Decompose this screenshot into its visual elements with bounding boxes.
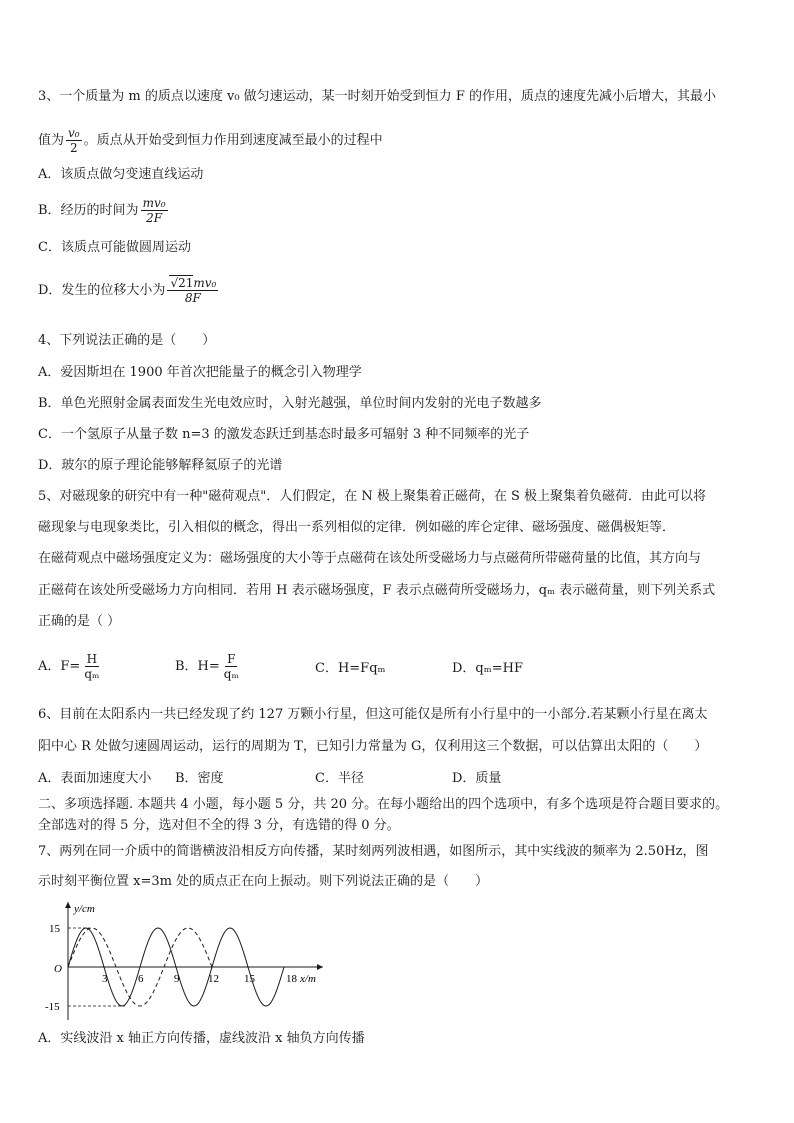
q6-stem-line1: 6、目前在太阳系内一共已经发现了约 127 万颗小行星，但这可能仅是所有小行星中的一小部分.若某颗小行星在离太	[38, 707, 708, 722]
q7-option-a: A．实线波沿 x 轴正方向传播，虚线波沿 x 轴负方向传播	[38, 1031, 365, 1046]
q5-option-c: C．H=Fqₘ	[315, 661, 386, 676]
x-tick-9: 9	[174, 973, 180, 985]
q3-min-speed-fraction: $\frac{\text{v₀}}{2}$	[68, 126, 80, 155]
wave-graph	[38, 898, 338, 1028]
q6-stem-line2: 阳中心 R 处做匀速圆周运动，运行的周期为 T，已知引力常量为 G，仅利用这三个数据，可以估算出太阳的（ ）	[38, 739, 708, 754]
q6-option-a: A．表面加速度大小	[38, 771, 152, 786]
q7-stem-line2: 示时刻平衡位置 x=3m 处的质点正在向上振动。则下列说法正确的是（ ）	[38, 874, 489, 889]
x-tick-3: 3	[102, 973, 108, 985]
x-tick-6: 6	[138, 973, 144, 985]
q3-option-b: B．经历的时间为 $\frac{\text{mv₀}}{2F}$	[38, 196, 166, 225]
section2-instructions-line2: 全部选对的得 5 分，选对但不全的得 3 分，有选错的得 0 分。	[38, 818, 400, 833]
y-tick-neg15: -15	[45, 1001, 60, 1013]
q5-stem-line3: 在磁荷观点中磁场强度定义为：磁场强度的大小等于点磁荷在该处所受磁场力与点磁荷所带磁荷量的比值，其方向与	[38, 551, 702, 566]
x-tick-15: 15	[244, 973, 255, 985]
q4-option-c: C．一个氢原子从量子数 n=3 的激发态跃迁到基态时最多可辐射 3 种不同频率的光子	[38, 427, 530, 442]
x-axis-label: x/m	[300, 973, 316, 985]
q5-option-a: A．F= $\frac{H}{\text{qₘ}}$	[38, 652, 100, 681]
section2-instructions-line1: 二、多项选择题. 本题共 4 小题，每小题 5 分，共 20 分。在每小题给出的四个选项中，有多个选项是符合题目要求的。	[38, 797, 729, 812]
q3-time-fraction: $\frac{\text{mv₀}}{2F}$	[142, 196, 166, 225]
q5-stem-line4: 正磁荷在该处所受磁场力方向相同．若用 H 表示磁场强度，F 表示点磁荷所受磁场力，qₘ 表示磁荷量，则下列关系式	[38, 583, 716, 598]
q6-option-d: D．质量	[452, 771, 502, 786]
y-tick-15: 15	[49, 923, 60, 935]
q4-option-a: A．爱因斯坦在 1900 年首次把能量子的概念引入物理学	[38, 365, 362, 380]
q3-displacement-fraction: $\frac{\text{√21mv₀}}{8F}$	[167, 276, 218, 305]
q5-stem-line2: 磁现象与电现象类比，引入相似的概念，得出一系列相似的定律．例如磁的库仑定律、磁场强度、磁偶极矩等．	[38, 520, 676, 535]
q6-option-c: C．半径	[315, 771, 364, 786]
q7-stem-line1: 7、两列在同一介质中的简谐横波沿相反方向传播，某时刻两列波相遇，如图所示，其中实线波的频率为 2.50Hz，图	[38, 844, 709, 859]
q6-option-b: B．密度	[175, 771, 224, 786]
q3-option-c: C．该质点可能做圆周运动	[38, 240, 191, 255]
q5-option-d: D．qₘ=HF	[452, 661, 523, 676]
q3-option-d: D．发生的位移大小为 $\frac{\text{√21mv₀}}{8F}$	[38, 276, 217, 305]
origin-label: O	[54, 963, 62, 975]
q3-stem-line2: 值为 $\frac{\text{v₀}}{2}$ 。质点从开始受到恒力作用到速度减至最小的过程中	[38, 126, 383, 155]
q5-stem-line5: 正确的是（ ）	[38, 614, 121, 629]
x-tick-12: 12	[208, 973, 219, 985]
y-axis-label: y/cm	[74, 903, 95, 915]
q4-option-b: B．单色光照射金属表面发生光电效应时，入射光越强，单位时间内发射的光电子数越多	[38, 396, 542, 411]
q3-stem-line1: 3、一个质量为 m 的质点以速度 v₀ 做匀速运动，某一时刻开始受到恒力 F 的作用，质点的速度先减小后增大，其最小	[38, 89, 716, 104]
q4-option-d: D．玻尔的原子理论能够解释氦原子的光谱	[38, 458, 283, 473]
q3-option-a: A．该质点做匀变速直线运动	[38, 167, 204, 182]
q5-stem-line1: 5、对磁现象的研究中有一种"磁荷观点"．人们假定，在 N 极上聚集着正磁荷，在 S 极上聚集着负磁荷．由此可以将	[38, 489, 707, 504]
q5-option-b: B．H= $\frac{F}{\text{qₘ}}$	[175, 652, 239, 681]
x-tick-18: 18	[286, 973, 297, 985]
q4-stem: 4、下列说法正确的是（ ）	[38, 333, 216, 348]
